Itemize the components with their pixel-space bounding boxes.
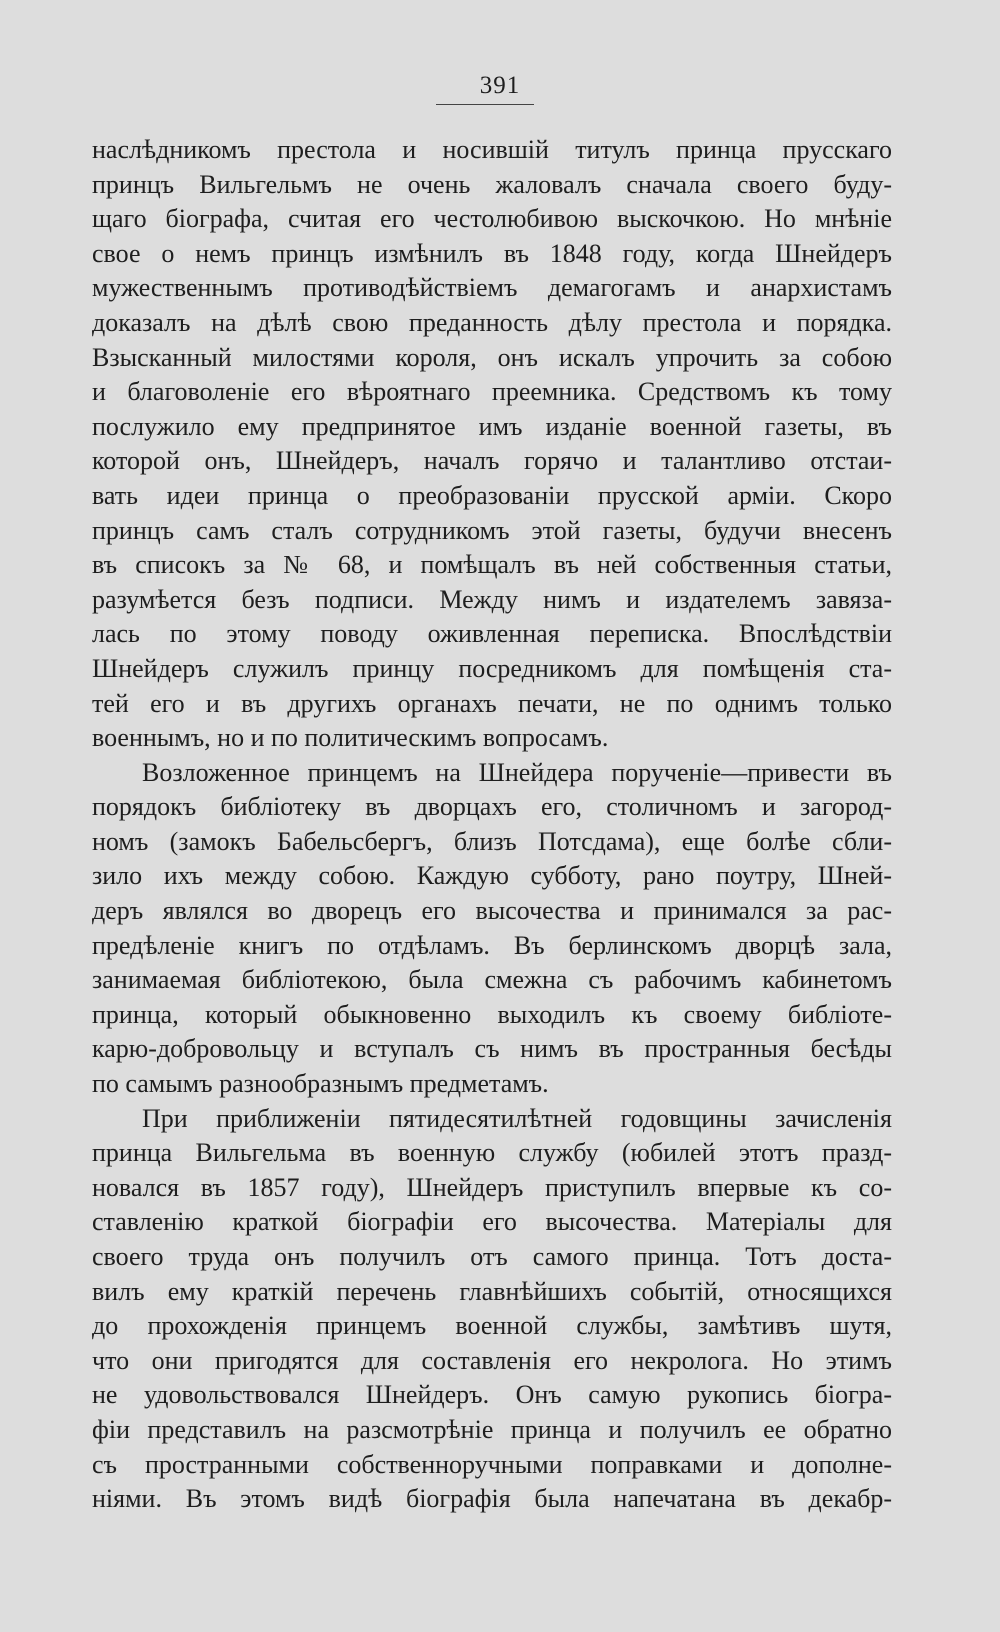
body-text — [92, 133, 892, 1517]
text-line: послужило ему предпринятое имъ изданіе военной газеты, въ — [92, 411, 892, 441]
text-line: При приближеніи пятидесятилѣтней годовщины зачисленія — [142, 1103, 892, 1133]
text-line: разумѣется безъ подписи. Между нимъ и издателемъ завяза- — [92, 584, 892, 614]
text-line: по самымъ разнообразнымъ предметамъ. — [92, 1069, 549, 1099]
text-line: ставленію краткой біографіи его высочества. Матеріалы для — [92, 1207, 892, 1237]
text-line: что они пригодятся для составленія его некролога. Но этимъ — [92, 1345, 892, 1375]
text-line: лась по этому поводу оживленная переписка. Впослѣдствіи — [92, 619, 892, 649]
paragraph-1 — [92, 133, 892, 756]
text-line: принцъ Вильгельмъ не очень жаловалъ сначала своего буду- — [92, 169, 892, 199]
text-line: Взысканный милостями короля, онъ искалъ упрочить за собою — [92, 342, 892, 372]
text-line: новался въ 1857 году), Шнейдеръ приступилъ впервые къ со- — [92, 1172, 892, 1202]
text-line: наслѣдникомъ престола и носившій титулъ принца прусскаго — [92, 135, 892, 164]
paragraph-2 — [92, 756, 892, 1102]
text-line: порядокъ библіотеку въ дворцахъ его, столичномъ и загород- — [92, 792, 892, 822]
text-line: мужественнымъ противодѣйствіемъ демагогамъ и анархистамъ — [92, 273, 892, 303]
text-line: съ пространными собственноручными поправками и дополне- — [92, 1449, 892, 1479]
text-line: принца, который обыкновенно выходилъ къ своему библіоте- — [92, 999, 892, 1029]
text-line: Шнейдеръ служилъ принцу посредникомъ для помѣщенія ста- — [92, 653, 892, 683]
text-line: занимаемая библіотекою, была смежна съ рабочимъ кабинетомъ — [92, 965, 892, 995]
text-line: вать идеи принца о преобразованіи прусской арміи. Скоро — [92, 480, 892, 510]
text-line: своего труда онъ получилъ отъ самого принца. Тотъ доста- — [92, 1242, 892, 1271]
text-line: карю-добровольцу и вступалъ съ нимъ въ пространныя бесѣды — [92, 1034, 892, 1064]
text-line: не удовольствовался Шнейдеръ. Онъ самую рукопись біогра- — [92, 1380, 892, 1410]
text-line: ніями. Въ этомъ видѣ біографія была напечатана въ декабр- — [92, 1484, 892, 1514]
text-line: принца Вильгельма въ военную службу (юбилей этотъ празд- — [92, 1138, 892, 1168]
text-line: военнымъ, но и по политическимъ вопросамъ. — [92, 723, 609, 753]
text-line: до прохожденія принцемъ военной службы, замѣтивъ шутя, — [92, 1311, 892, 1341]
text-line: вилъ ему краткій перечень главнѣйшихъ событій, относящихся — [92, 1276, 892, 1306]
page-number: 391 — [479, 72, 521, 99]
page-number-rule — [436, 104, 534, 105]
text-line: тей его и въ другихъ органахъ печати, не по однимъ только — [92, 688, 892, 718]
text-line: и благоволеніе его вѣроятнаго преемника. Средствомъ къ тому — [92, 377, 892, 407]
text-line: деръ являлся во дворецъ его высочества и принимался за рас- — [92, 896, 892, 926]
text-line: Возложенное принцемъ на Шнейдера порученіе—привести въ — [142, 757, 892, 787]
text-line: принцъ самъ сталъ сотрудникомъ этой газеты, будучи внесенъ — [92, 515, 892, 545]
text-line: номъ (замокъ Бабельсбергъ, близъ Потсдама), еще болѣе сбли- — [92, 826, 892, 856]
text-line: доказалъ на дѣлѣ свою преданность дѣлу престола и порядка. — [92, 307, 892, 337]
text-line: зило ихъ между собою. Каждую субботу, рано поутру, Шней- — [92, 861, 892, 891]
text-line: предѣленіе книгъ по отдѣламъ. Въ берлинскомъ дворцѣ зала, — [92, 930, 892, 960]
paragraph-3 — [92, 1102, 892, 1517]
text-line: которой онъ, Шнейдеръ, началъ горячо и талантливо отстаи- — [92, 446, 892, 476]
text-line: свое о немъ принцъ измѣнилъ въ 1848 году, когда Шнейдеръ — [92, 238, 892, 268]
text-line: въ списокъ за № 68, и помѣщалъ въ ней собственныя статьи, — [92, 550, 892, 580]
text-line: щаго біографа, считая его честолюбивою выскочкою. Но мнѣніе — [92, 204, 892, 234]
text-line: фіи представилъ на разсмотрѣніе принца и получилъ ее обратно — [92, 1414, 892, 1444]
